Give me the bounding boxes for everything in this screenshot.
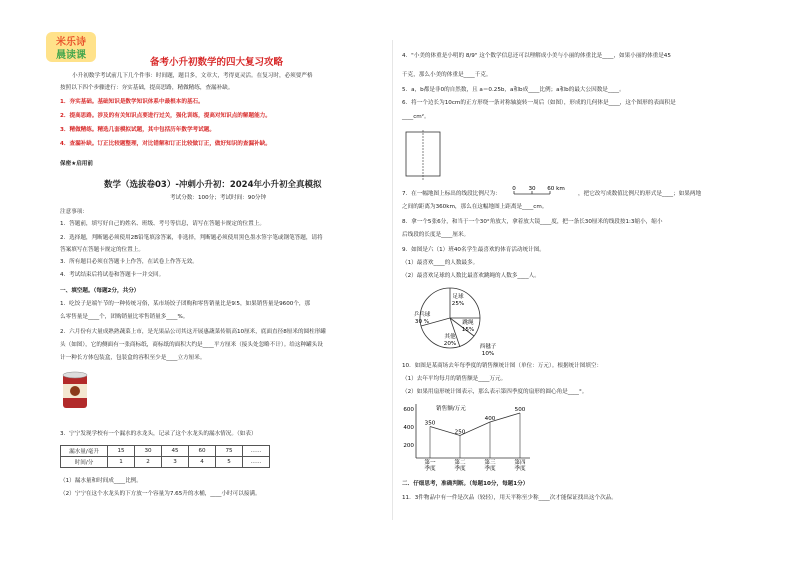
table-cell: 2 (135, 457, 162, 468)
question-3: 3．宁宁发现学校有一个漏水的水龙头，记录了这个水龙头的漏水情况。（如表） (60, 431, 257, 437)
column-divider (392, 40, 393, 520)
pie-label: 西毽子 (479, 344, 497, 350)
table-row (61, 457, 270, 468)
y-tick-label: 600 (403, 407, 414, 413)
question-2-line2: 头（如图），它的侧面有一张商标纸，商标纸的面积大约是____平方厘米（接头处忽略不计）。给这种罐头设 (60, 342, 323, 348)
table-cell: …… (243, 457, 270, 468)
notice-item: 答案填写在答题卡规定的位置上。 (60, 247, 144, 253)
square-figure (404, 130, 444, 180)
x-tick-label: 季度 (514, 466, 526, 472)
scale-bar (510, 184, 574, 196)
question-10-part1: （1）去年平均每月的销售额是____万元。 (402, 376, 507, 382)
notice-title: 注意事项： (60, 209, 88, 215)
table-cell: 4 (189, 457, 216, 468)
x-tick-label: 第三 (484, 460, 496, 466)
logo-line2: 晨读课 (56, 50, 86, 61)
table-cell: 1 (108, 457, 135, 468)
x-tick-label: 第一 (424, 460, 436, 466)
secret-mark: 保密★启用前 (60, 161, 93, 167)
series-line (430, 413, 520, 436)
x-tick-label: 季度 (484, 466, 496, 472)
leak-table (60, 445, 270, 468)
table-cell: 时间/分 (61, 457, 108, 468)
table-cell: 75 (216, 446, 243, 457)
tips-item: 2．提高思路。涉及的有关知识点要进行过关，强化训练，提高对知识点的解题能力。 (60, 113, 271, 119)
section-1-heading: 一、填空题。（每题2分，共分） (60, 288, 140, 294)
pie-value: 30 % (414, 319, 430, 325)
question-9-part1: （1）最喜欢____的人数最多。 (402, 260, 479, 266)
pie-label: 跳绳 (462, 320, 474, 326)
question-10-part2: （2）如果用扇形统计图表示，那么表示第四季度的扇形的圆心角是____°。 (402, 389, 588, 395)
y-axis-label: 销售额/万元 (436, 406, 466, 412)
question-7: 7．在一幅地图上标出的线段比例尺为： (402, 191, 501, 197)
line-chart (400, 400, 540, 472)
tips-item: 1．夯实基础。基础知识是数学知识体系中最根本的基石。 (60, 99, 204, 105)
x-tick-label: 季度 (454, 466, 466, 472)
pie-label: 乒乓球 (413, 312, 431, 318)
scale-label: 30 (528, 186, 536, 192)
tips-intro-1: 小升初数学考试前几下几个件事：时间题，题目多，文章大，考得更灵活。在复习时，必须要严格 (72, 73, 313, 79)
question-11: 11．3件物品中有一件是次品（较轻），用天平称至少称____次才能保证找出这个次品。 (402, 495, 617, 501)
question-9-part2: （2）最喜欢足球的人数比最喜欢跳绳的人数多____人。 (402, 273, 540, 279)
question-4-line2: 千克，那么小美的体重是____千克。 (402, 72, 492, 78)
pie-value: 15% (461, 327, 475, 333)
x-tick-label: 季度 (424, 466, 436, 472)
question-3-part2: （2）宁宁在这个水龙头的下方放一个容量为7.65升的水桶，____小时可以接满。 (60, 491, 261, 497)
notice-item: 3．所有题目必须在答题卡上作答，在试卷上作答无效。 (60, 259, 198, 265)
can-image (60, 370, 90, 410)
question-8-line2: 后线段的长度是____厘米。 (402, 232, 470, 238)
question-1-line2: 么零售量是____个，团购销量比零售销量多____%。 (60, 314, 189, 320)
question-2: 2．六月份有大量成熟熟蔬菜上市，是光果品公司其这开展惠蔬菜传瓶高10厘米，底面直径8厘米的圆柱形罐 (60, 329, 326, 335)
pie-label: 其他 (444, 334, 456, 340)
data-label: 350 (424, 420, 436, 427)
tips-intro-2: 按照以下四个步骤进行：夯实基础，提高思路，精做精练，查漏补缺。 (60, 85, 234, 91)
question-6-line2: ____cm²。 (402, 114, 430, 120)
pie-chart (400, 284, 510, 360)
table-cell: …… (243, 446, 270, 457)
table-row (61, 446, 270, 457)
question-9: 9．如图是六（1）班40名学生最喜欢的体育活动统计图。 (402, 247, 545, 253)
table-cell: 15 (108, 446, 135, 457)
y-tick-label: 400 (403, 425, 414, 431)
table-cell: 3 (162, 457, 189, 468)
table-cell: 漏水量/毫升 (61, 446, 108, 457)
table-cell: 45 (162, 446, 189, 457)
question-8: 8．拿一个5张6分，和当于一个30°角放大，拿着放大镜____度，把一条长30厘米的线段按1:3缩小，缩小 (402, 219, 663, 225)
tips-title: 备考小升初数学的四大复习攻略 (150, 57, 284, 68)
y-tick-label: 200 (403, 443, 414, 449)
x-tick-label: 第二 (454, 460, 466, 466)
question-2-line3: 计一种长方体包装盒，包装盒的容积至少是____立方厘米。 (60, 355, 206, 361)
table-cell: 60 (189, 446, 216, 457)
data-label: 500 (514, 407, 526, 413)
question-10: 10．如图是某商场去年每季度的销售额统计图（单位：万元）。根据统计图填空： (402, 363, 603, 369)
pie-label: 足球 (452, 294, 464, 300)
logo (44, 30, 98, 64)
notice-item: 1．答题前，填写好自己的姓名、班级、考号等信息，请写在答题卡规定的位置上。 (60, 221, 265, 227)
pie-value: 20% (443, 341, 457, 347)
data-label: 400 (484, 416, 496, 422)
question-6: 6．将一个边长为10cm的正方形绕一条对称轴旋转一周后（如图），形成的几何体是____，这个图形的表面积是 (402, 100, 676, 106)
question-5: 5．a，b都是非0的自然数，且 a＝0.25b，a和b成____比例；a和b的最大公因数是____。 (402, 87, 625, 93)
question-7-line2: 之间的距离为360km，那么在这幅地图上距离是____cm。 (402, 204, 548, 210)
notice-item: 2．选择题，判断题必须使用2B铅笔填涂答案，非选择，判断题必须使用黑色墨水签字笔或钢笔答题，请将 (60, 235, 323, 241)
question-3-part1: （1）漏水量和时间成____比例。 (60, 478, 142, 484)
pie-value: 10% (481, 351, 495, 357)
scale-label: 0 (512, 186, 516, 192)
question-7-cont: ，把它改写成数值比例尺的形式是____；如果两地 (578, 191, 702, 197)
section-2-heading: 二．仔细思考，准确判断。（每题10分，每题1分） (402, 481, 529, 487)
data-label: 250 (454, 429, 466, 436)
logo-line1: 米乐诗 (56, 37, 86, 48)
scale-label: 60 km (547, 186, 565, 192)
notice-item: 4．考试结束后将试卷和答题卡一并交回。 (60, 272, 165, 278)
question-4: 4．"小美的体重是小明的 8/9" 这个数学信息还可以理解成小美与小丽的体重比是____，如果小丽的体重是45 (402, 53, 671, 59)
tips-item: 4．查漏补缺。订正比较题整理，对比错解和订正比较做订正，做好知识的查漏补缺。 (60, 141, 271, 147)
question-1: 1．吃饺子是端午节的一种传统习俗，某市场饺子团购和零售销量比是9∶5，如果销售量是9600个，那 (60, 301, 311, 307)
table-cell: 30 (135, 446, 162, 457)
x-tick-label: 第四 (514, 460, 526, 466)
pie-value: 25% (451, 301, 465, 307)
exam-meta: 考试分数：100分；考试时间：90分钟 (170, 195, 267, 201)
table-cell: 5 (216, 457, 243, 468)
exam-title: 数学（选拔卷03）-冲刺小升初：2024年小升初全真模拟 (104, 180, 322, 190)
tips-item: 3．精做精练。精选几套模拟试题，其中包括历年数学考试题。 (60, 127, 215, 133)
